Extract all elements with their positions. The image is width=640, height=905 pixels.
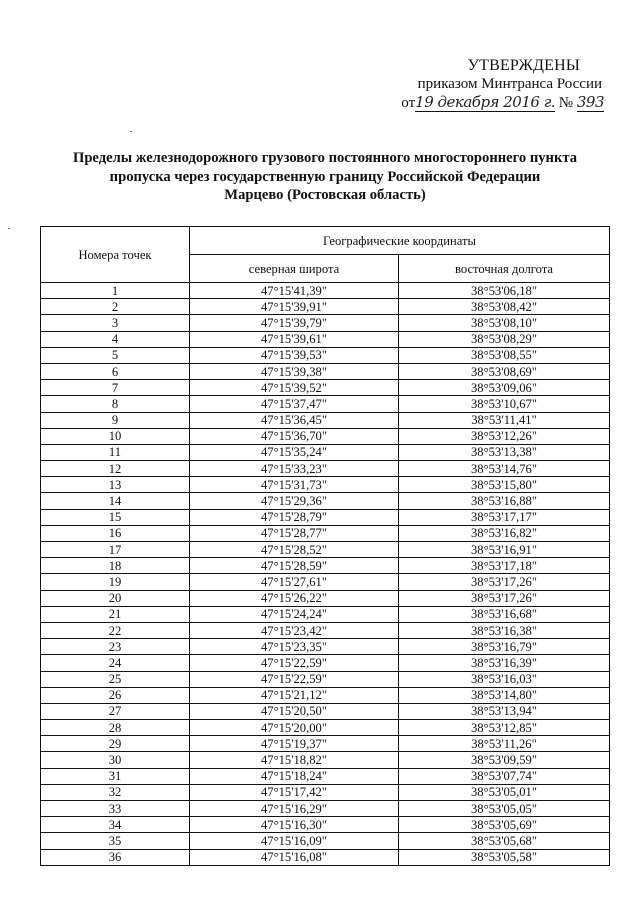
latitude-cell: 47°15'39,91" bbox=[190, 299, 399, 315]
longitude-cell: 38°53'16,82" bbox=[399, 525, 610, 541]
table-row bbox=[41, 380, 610, 396]
latitude-cell: 47°15'33,23" bbox=[190, 461, 399, 477]
table-row bbox=[41, 331, 610, 347]
table-row bbox=[41, 574, 610, 590]
table-row bbox=[41, 525, 610, 541]
table-row bbox=[41, 590, 610, 606]
table-row bbox=[41, 428, 610, 444]
latitude-cell: 47°15'39,79" bbox=[190, 315, 399, 331]
latitude-cell: 47°15'23,42" bbox=[190, 622, 399, 638]
table-row bbox=[41, 493, 610, 509]
table-row bbox=[41, 283, 610, 299]
longitude-cell: 38°53'09,59" bbox=[399, 752, 610, 768]
latitude-cell: 47°15'26,22" bbox=[190, 590, 399, 606]
point-number-cell: 16 bbox=[41, 525, 190, 541]
point-number-cell: 17 bbox=[41, 542, 190, 558]
longitude-cell: 38°53'08,29" bbox=[399, 331, 610, 347]
table-row bbox=[41, 655, 610, 671]
approval-date-line bbox=[394, 93, 604, 112]
longitude-cell: 38°53'17,18" bbox=[399, 558, 610, 574]
table-row bbox=[41, 606, 610, 622]
point-number-cell: 25 bbox=[41, 671, 190, 687]
latitude-cell: 47°15'18,24" bbox=[190, 768, 399, 784]
document-title bbox=[40, 149, 610, 205]
date-prefix: от bbox=[401, 95, 416, 111]
point-number-cell: 22 bbox=[41, 622, 190, 638]
table-row bbox=[41, 687, 610, 703]
longitude-cell: 38°53'11,26" bbox=[399, 736, 610, 752]
table-row bbox=[41, 752, 610, 768]
longitude-cell: 38°53'13,38" bbox=[399, 444, 610, 460]
table-row bbox=[41, 315, 610, 331]
longitude-cell: 38°53'05,58" bbox=[399, 849, 610, 865]
point-number-cell: 3 bbox=[41, 315, 190, 331]
latitude-cell: 47°15'39,53" bbox=[190, 347, 399, 363]
table-row bbox=[41, 509, 610, 525]
latitude-cell: 47°15'16,09" bbox=[190, 833, 399, 849]
point-number-cell: 13 bbox=[41, 477, 190, 493]
latitude-cell: 47°15'28,77" bbox=[190, 525, 399, 541]
title-line-3: Марцево (Ростовская область) bbox=[224, 187, 426, 203]
table-row bbox=[41, 639, 610, 655]
latitude-cell: 47°15'17,42" bbox=[190, 784, 399, 800]
longitude-cell: 38°53'17,26" bbox=[399, 574, 610, 590]
point-number-cell: 7 bbox=[41, 380, 190, 396]
point-number-cell: 19 bbox=[41, 574, 190, 590]
table-row bbox=[41, 542, 610, 558]
handwritten-date: 19 декабря 2016 г. bbox=[415, 93, 556, 111]
longitude-cell: 38°53'08,42" bbox=[399, 299, 610, 315]
latitude-cell: 47°15'39,61" bbox=[190, 331, 399, 347]
longitude-cell: 38°53'05,68" bbox=[399, 833, 610, 849]
table-row bbox=[41, 347, 610, 363]
latitude-cell: 47°15'28,52" bbox=[190, 542, 399, 558]
latitude-cell: 47°15'21,12" bbox=[190, 687, 399, 703]
longitude-cell: 38°53'16,68" bbox=[399, 606, 610, 622]
table-row bbox=[41, 444, 610, 460]
latitude-cell: 47°15'23,35" bbox=[190, 639, 399, 655]
approval-block bbox=[394, 57, 604, 112]
point-number-cell: 6 bbox=[41, 363, 190, 379]
table-row bbox=[41, 671, 610, 687]
table-row bbox=[41, 461, 610, 477]
scan-speck bbox=[130, 131, 132, 132]
table-row bbox=[41, 720, 610, 736]
point-number-cell: 30 bbox=[41, 752, 190, 768]
point-number-cell: 34 bbox=[41, 817, 190, 833]
header-geo-coordinates: Географические координаты bbox=[190, 227, 610, 255]
latitude-cell: 47°15'16,30" bbox=[190, 817, 399, 833]
point-number-cell: 5 bbox=[41, 347, 190, 363]
point-number-cell: 31 bbox=[41, 768, 190, 784]
latitude-cell: 47°15'31,73" bbox=[190, 477, 399, 493]
point-number-cell: 18 bbox=[41, 558, 190, 574]
point-number-cell: 2 bbox=[41, 299, 190, 315]
longitude-cell: 38°53'16,03" bbox=[399, 671, 610, 687]
number-sign: № bbox=[558, 95, 574, 111]
longitude-cell: 38°53'15,80" bbox=[399, 477, 610, 493]
approval-heading: УТВЕРЖДЕНЫ bbox=[467, 57, 580, 74]
latitude-cell: 47°15'39,38" bbox=[190, 363, 399, 379]
longitude-cell: 38°53'06,18" bbox=[399, 283, 610, 299]
longitude-cell: 38°53'14,80" bbox=[399, 687, 610, 703]
table-row bbox=[41, 784, 610, 800]
point-number-cell: 36 bbox=[41, 849, 190, 865]
latitude-cell: 47°15'28,59" bbox=[190, 558, 399, 574]
latitude-cell: 47°15'22,59" bbox=[190, 655, 399, 671]
longitude-cell: 38°53'12,85" bbox=[399, 720, 610, 736]
longitude-cell: 38°53'11,41" bbox=[399, 412, 610, 428]
longitude-cell: 38°53'17,26" bbox=[399, 590, 610, 606]
point-number-cell: 20 bbox=[41, 590, 190, 606]
latitude-cell: 47°15'28,79" bbox=[190, 509, 399, 525]
coordinates-table bbox=[40, 226, 610, 866]
longitude-cell: 38°53'08,10" bbox=[399, 315, 610, 331]
latitude-cell: 47°15'20,50" bbox=[190, 703, 399, 719]
table-row bbox=[41, 736, 610, 752]
longitude-cell: 38°53'16,88" bbox=[399, 493, 610, 509]
point-number-cell: 21 bbox=[41, 606, 190, 622]
point-number-cell: 10 bbox=[41, 428, 190, 444]
point-number-cell: 26 bbox=[41, 687, 190, 703]
latitude-cell: 47°15'20,00" bbox=[190, 720, 399, 736]
table-row bbox=[41, 477, 610, 493]
header-longitude: восточная долгота bbox=[399, 255, 610, 283]
longitude-cell: 38°53'16,91" bbox=[399, 542, 610, 558]
latitude-cell: 47°15'29,36" bbox=[190, 493, 399, 509]
handwritten-number: 393 bbox=[576, 93, 604, 111]
header-point-numbers: Номера точек bbox=[41, 227, 190, 283]
latitude-cell: 47°15'16,08" bbox=[190, 849, 399, 865]
table-row bbox=[41, 558, 610, 574]
point-number-cell: 33 bbox=[41, 801, 190, 817]
latitude-cell: 47°15'37,47" bbox=[190, 396, 399, 412]
longitude-cell: 38°53'08,55" bbox=[399, 347, 610, 363]
latitude-cell: 47°15'19,37" bbox=[190, 736, 399, 752]
longitude-cell: 38°53'09,06" bbox=[399, 380, 610, 396]
longitude-cell: 38°53'08,69" bbox=[399, 363, 610, 379]
title-line-1: Пределы железнодорожного грузового постоянного многостороннего пункта bbox=[72, 150, 578, 166]
latitude-cell: 47°15'24,24" bbox=[190, 606, 399, 622]
coordinates-body bbox=[41, 283, 610, 866]
table-row bbox=[41, 801, 610, 817]
header-latitude: северная широта bbox=[190, 255, 399, 283]
point-number-cell: 12 bbox=[41, 461, 190, 477]
table-row bbox=[41, 817, 610, 833]
longitude-cell: 38°53'14,76" bbox=[399, 461, 610, 477]
point-number-cell: 32 bbox=[41, 784, 190, 800]
latitude-cell: 47°15'35,24" bbox=[190, 444, 399, 460]
longitude-cell: 38°53'12,26" bbox=[399, 428, 610, 444]
point-number-cell: 15 bbox=[41, 509, 190, 525]
point-number-cell: 8 bbox=[41, 396, 190, 412]
latitude-cell: 47°15'36,70" bbox=[190, 428, 399, 444]
longitude-cell: 38°53'10,67" bbox=[399, 396, 610, 412]
approval-order-by: приказом Минтранса России bbox=[417, 76, 602, 92]
latitude-cell: 47°15'36,45" bbox=[190, 412, 399, 428]
longitude-cell: 38°53'05,69" bbox=[399, 817, 610, 833]
longitude-cell: 38°53'16,39" bbox=[399, 655, 610, 671]
table-row bbox=[41, 412, 610, 428]
point-number-cell: 23 bbox=[41, 639, 190, 655]
table-row bbox=[41, 299, 610, 315]
latitude-cell: 47°15'27,61" bbox=[190, 574, 399, 590]
table-row bbox=[41, 363, 610, 379]
point-number-cell: 9 bbox=[41, 412, 190, 428]
latitude-cell: 47°15'18,82" bbox=[190, 752, 399, 768]
latitude-cell: 47°15'41,39" bbox=[190, 283, 399, 299]
longitude-cell: 38°53'16,79" bbox=[399, 639, 610, 655]
latitude-cell: 47°15'22,59" bbox=[190, 671, 399, 687]
latitude-cell: 47°15'39,52" bbox=[190, 380, 399, 396]
scan-speck bbox=[8, 228, 10, 229]
longitude-cell: 38°53'07,74" bbox=[399, 768, 610, 784]
point-number-cell: 24 bbox=[41, 655, 190, 671]
point-number-cell: 27 bbox=[41, 703, 190, 719]
table-row bbox=[41, 833, 610, 849]
table-row bbox=[41, 703, 610, 719]
point-number-cell: 35 bbox=[41, 833, 190, 849]
point-number-cell: 1 bbox=[41, 283, 190, 299]
longitude-cell: 38°53'05,01" bbox=[399, 784, 610, 800]
table-row bbox=[41, 768, 610, 784]
latitude-cell: 47°15'16,29" bbox=[190, 801, 399, 817]
longitude-cell: 38°53'16,38" bbox=[399, 622, 610, 638]
table-row bbox=[41, 396, 610, 412]
point-number-cell: 4 bbox=[41, 331, 190, 347]
table-row bbox=[41, 622, 610, 638]
longitude-cell: 38°53'17,17" bbox=[399, 509, 610, 525]
point-number-cell: 28 bbox=[41, 720, 190, 736]
point-number-cell: 29 bbox=[41, 736, 190, 752]
point-number-cell: 11 bbox=[41, 444, 190, 460]
table-row bbox=[41, 849, 610, 865]
point-number-cell: 14 bbox=[41, 493, 190, 509]
longitude-cell: 38°53'05,05" bbox=[399, 801, 610, 817]
title-line-2: пропуска через государственную границу Российской Федерации bbox=[109, 168, 541, 185]
longitude-cell: 38°53'13,94" bbox=[399, 703, 610, 719]
